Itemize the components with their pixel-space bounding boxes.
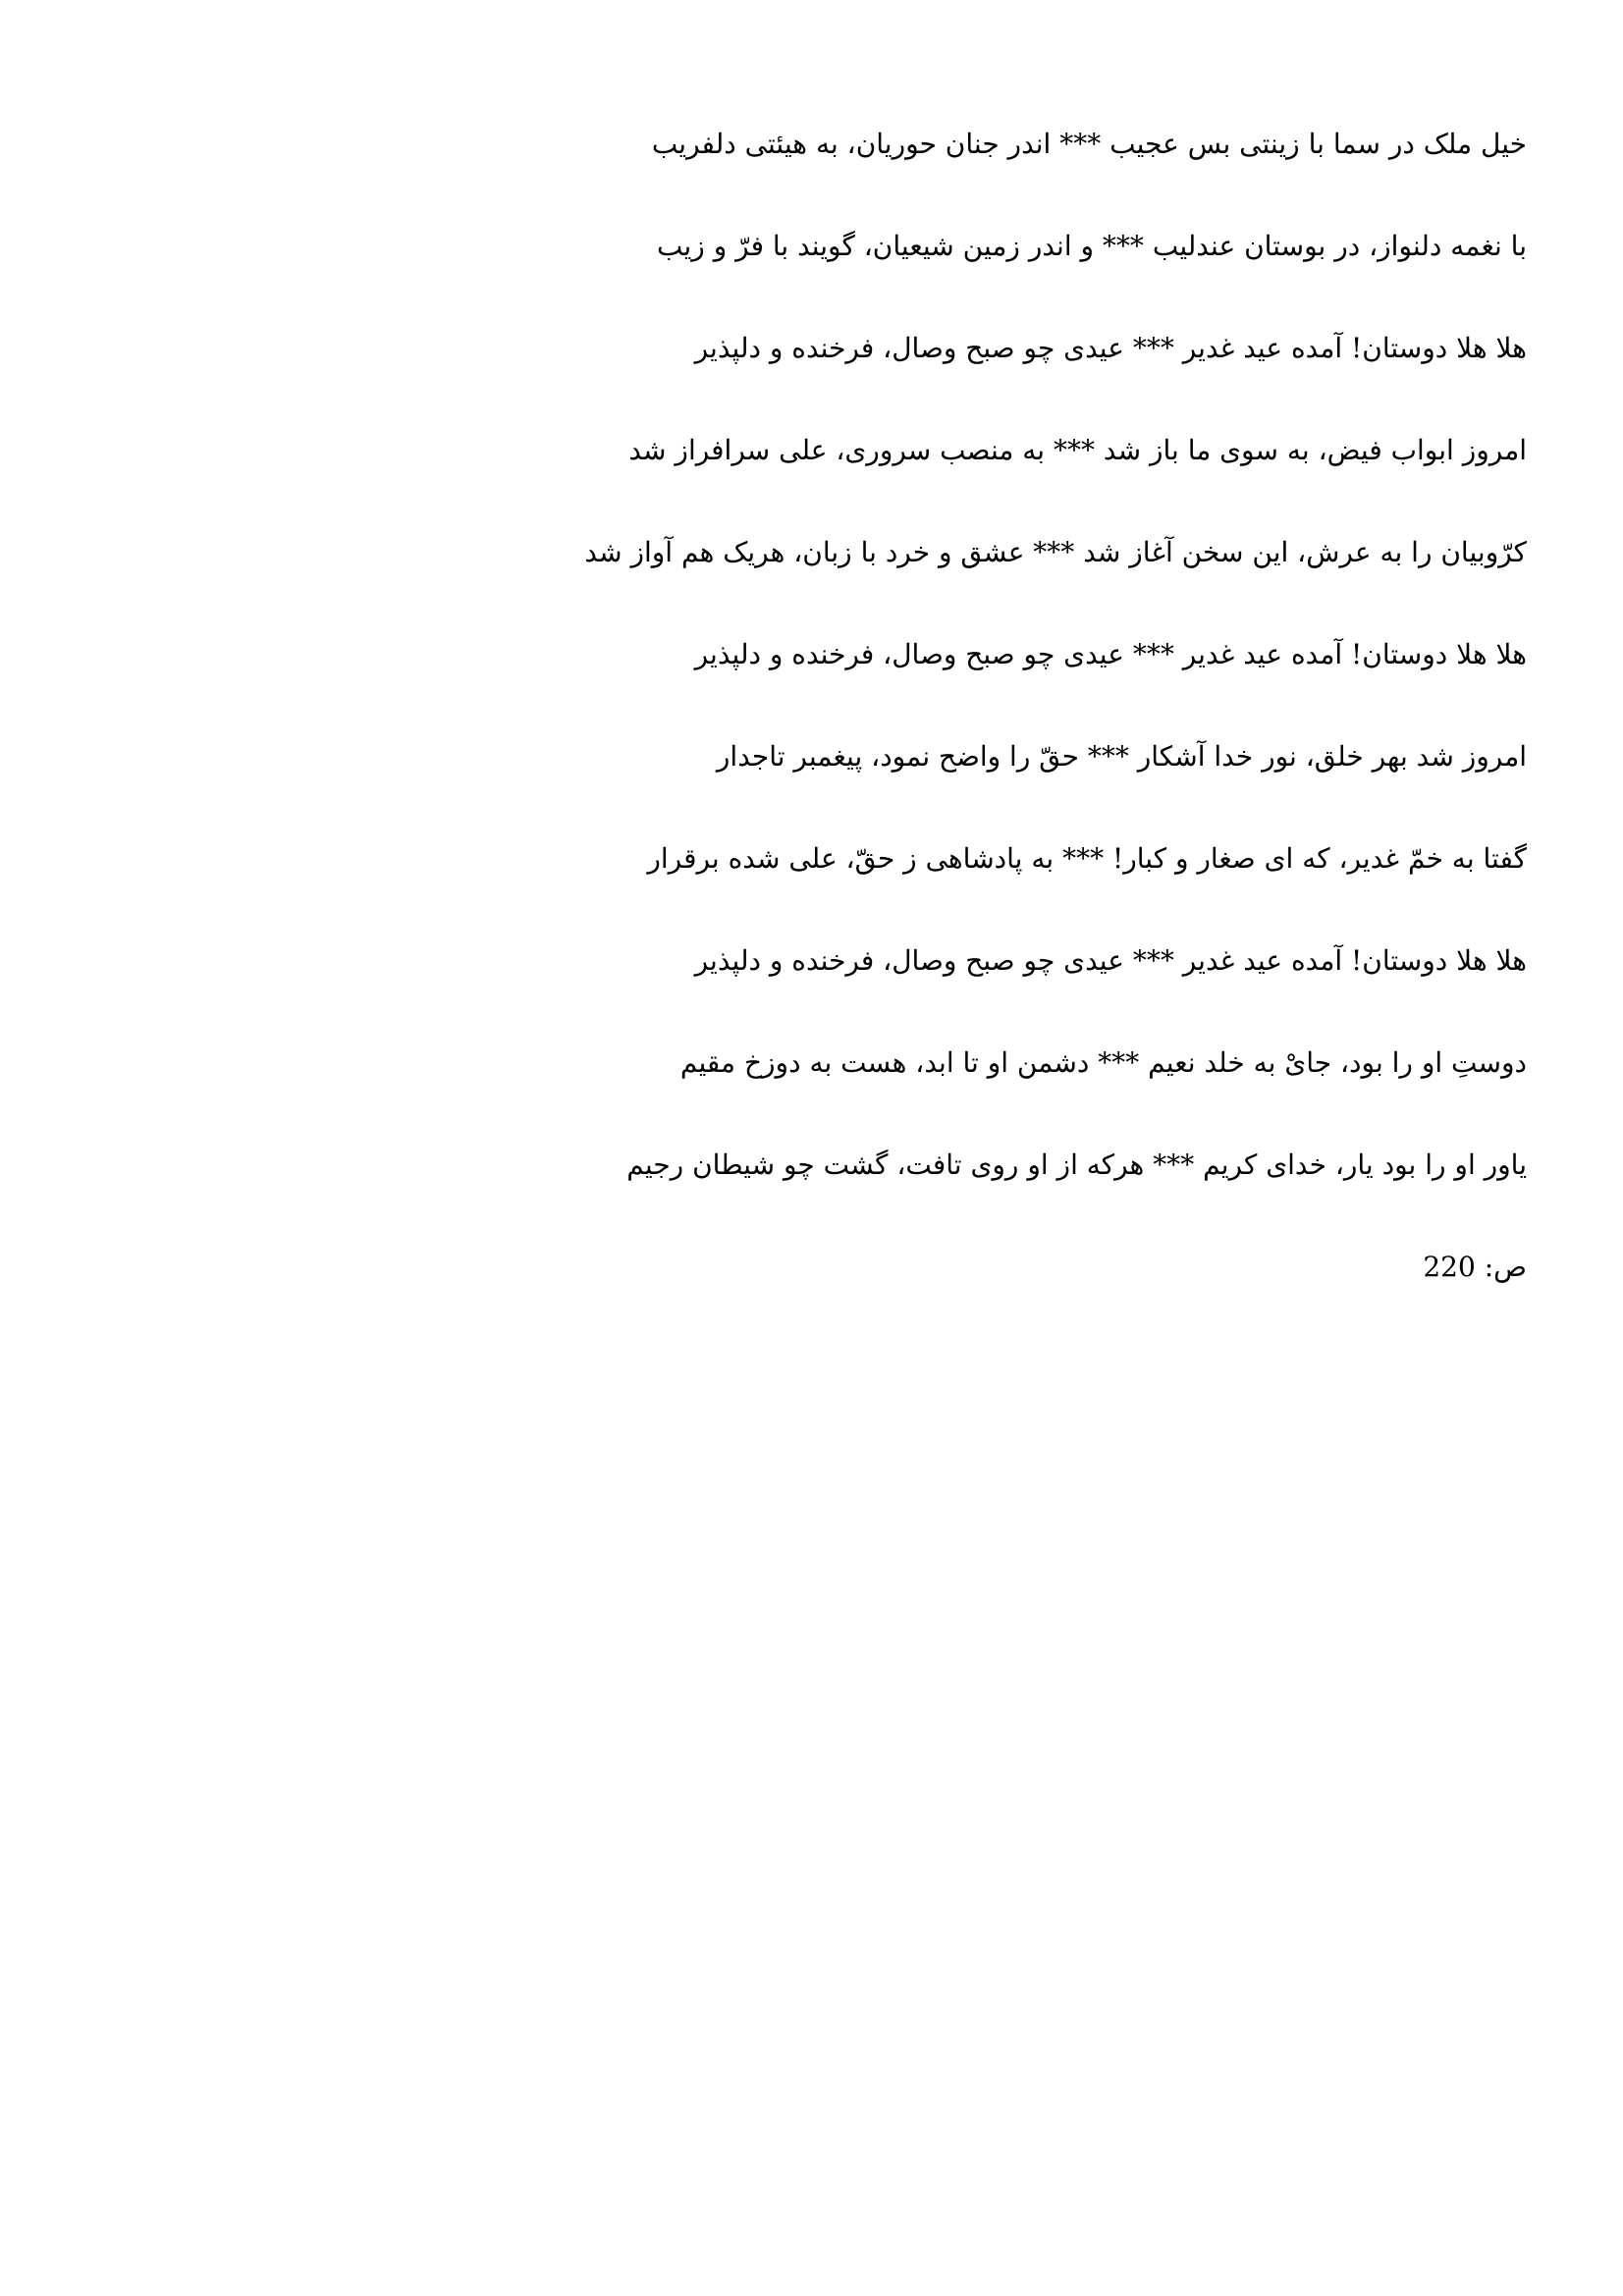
- verse-line-6: هلا هلا دوستان! آمده عید غدیر *** عیدی چو صبح وصال، فرخنده و دلپذیر: [694, 638, 1527, 670]
- verse-line-3: هلا هلا دوستان! آمده عید غدیر *** عیدی چو صبح وصال، فرخنده و دلپذیر: [694, 332, 1527, 364]
- verse-line-9: هلا هلا دوستان! آمده عید غدیر *** عیدی چو صبح وصال، فرخنده و دلپذیر: [694, 944, 1527, 977]
- poem-text-block: [545, 110, 1527, 1302]
- verse-line-4: امروز ابواب فیض، به سوی ما باز شد *** به منصب سروری، علی سرافراز شد: [628, 434, 1527, 466]
- verse-line-2: با نغمه دلنواز، در بوستان عندلیب *** و اندر زمین شیعیان، گویند با فرّ و زیب: [657, 230, 1527, 262]
- verse-line-7: امروز شد بهر خلق، نور خدا آشکار *** حقّ را واضح نمود، پیغمبر تاجدار: [716, 740, 1527, 773]
- verse-line-1: خیل ملک در سما با زینتی بس عجیب *** اندر جنان حوریان، به هیئتی دلفریب: [651, 128, 1527, 160]
- verse-line-5: کرّوبیان را به عرش، این سخن آغاز شد *** عشق و خرد با زبان، هریک هم آواز شد: [584, 536, 1527, 568]
- verse-line-8: گفتا به خمّ غدیر، که ای صغار و کبار! *** به پادشاهی ز حقّ، علی شده برقرار: [647, 842, 1527, 875]
- verse-line-10: دوستِ او را بود، جایْ به خلد نعیم *** دشمن او تا ابد، هست به دوزخ مقیم: [679, 1046, 1527, 1079]
- page-number: ص: 220: [1423, 1251, 1527, 1283]
- verse-line-11: یاور او را بود یار، خدای کریم *** هرکه از او روی تافت، گشت چو شیطان رجیم: [626, 1148, 1527, 1181]
